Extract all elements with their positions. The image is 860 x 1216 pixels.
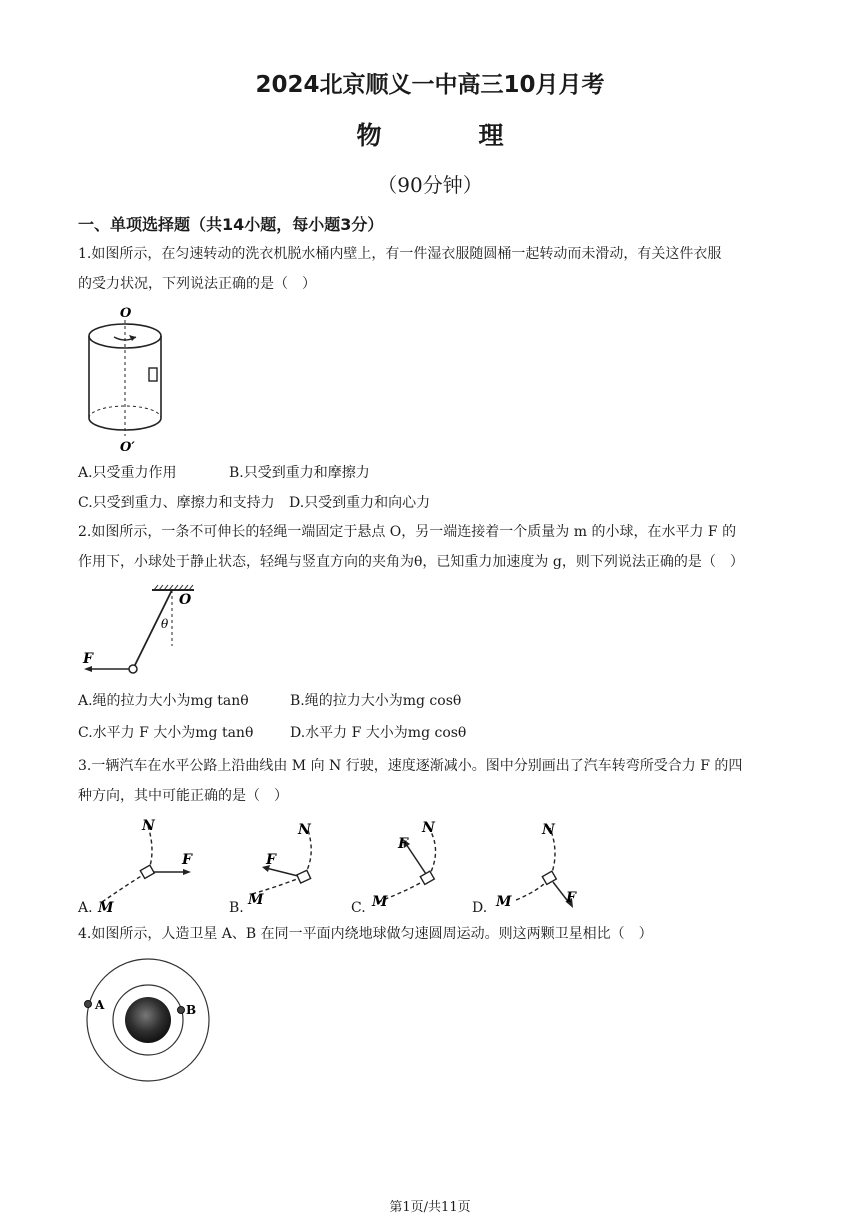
q1-fig-label-o-prime: O′ (120, 440, 135, 455)
q3-c-label-n: N (422, 820, 435, 836)
q3-d-label-m: M (496, 894, 512, 910)
exam-title: 2024北京顺义一中高三10月月考 (255, 72, 605, 98)
subject-title: 物 理 (356, 121, 540, 150)
q1-spin-dryer-figure (78, 300, 188, 455)
q4-fig-label-b: B (186, 1003, 197, 1017)
q1-text-line2: 的受力状况，下列说法正确的是（ ） (78, 276, 316, 292)
q2-text-line2: 作用下，小球处于静止状态，轻绳与竖直方向的夹角为θ，已知重力加速度为 g，则下列说法正确的是（ ） (78, 554, 744, 570)
q3-b-label-m: M (248, 892, 264, 908)
q2-option-d[interactable]: D.水平力 F 大小为mg cosθ (290, 725, 467, 741)
q3-figure-c (370, 812, 480, 916)
q1-option-d[interactable]: D.只受到重力和向心力 (289, 495, 431, 511)
q3-c-label-f: F (398, 836, 408, 852)
q3-a-label-f: F (182, 852, 192, 868)
duration: （90分钟） (377, 173, 483, 197)
q3-a-label-n: N (142, 818, 155, 834)
earth-icon (125, 997, 171, 1043)
section-title: 一、单项选择题（共14小题，每小题3分） (78, 215, 384, 234)
q2-option-b[interactable]: B.绳的拉力大小为mg cosθ (290, 693, 462, 709)
q3-figure-a (94, 812, 204, 916)
q2-fig-label-theta: θ (161, 617, 169, 631)
q3-text-line1: 3.一辆汽车在水平公路上沿曲线由 M 向 N 行驶，速度逐渐减小。图中分别画出了汽车转弯所受合力 F 的四 (78, 758, 743, 774)
q1-option-b[interactable]: B.只受到重力和摩擦力 (229, 465, 370, 481)
q3-option-a[interactable]: A. (78, 900, 93, 916)
q3-figure-b (246, 812, 356, 916)
q3-figure-d (494, 812, 604, 916)
q3-text-line2: 种方向，其中可能正确的是（ ） (78, 788, 288, 804)
q1-fig-label-o: O (120, 306, 132, 321)
q1-option-c[interactable]: C.只受到重力、摩擦力和支持力 (78, 495, 275, 511)
q3-c-label-m: M (372, 894, 388, 910)
q3-a-label-m: M (98, 900, 114, 916)
q1-text-line1: 1.如图所示，在匀速转动的洗衣机脱水桶内壁上，有一件湿衣服随圆桶一起转动而未滑动，有关这件衣服 (78, 246, 722, 262)
q1-option-a[interactable]: A.只受重力作用 (78, 465, 177, 481)
q2-option-a[interactable]: A.绳的拉力大小为mg tanθ (78, 693, 249, 709)
q2-option-c[interactable]: C.水平力 F 大小为mg tanθ (78, 725, 254, 741)
q3-b-label-f: F (266, 852, 276, 868)
q4-satellite-orbit-figure (78, 952, 218, 1088)
q2-fig-label-f: F (83, 651, 93, 667)
q3-b-label-n: N (298, 822, 311, 838)
q2-pendulum-figure (78, 584, 208, 680)
page-number: 第1页/共11页 (389, 1200, 471, 1215)
q3-option-b[interactable]: B. (229, 900, 244, 916)
q3-option-d[interactable]: D. (472, 900, 488, 916)
q3-d-label-f: F (566, 890, 576, 906)
q4-text-line1: 4.如图所示，人造卫星 A、B 在同一平面内绕地球做匀速圆周运动。则这两颗卫星相比（ ） (78, 926, 653, 942)
q2-fig-label-o: O (179, 592, 192, 608)
q3-option-c[interactable]: C. (351, 900, 366, 916)
q3-d-label-n: N (542, 822, 555, 838)
q4-fig-label-a: A (95, 998, 105, 1012)
q2-text-line1: 2.如图所示，一条不可伸长的轻绳一端固定于悬点 O，另一端连接着一个质量为 m 的小球，在水平力 F 的 (78, 524, 737, 540)
